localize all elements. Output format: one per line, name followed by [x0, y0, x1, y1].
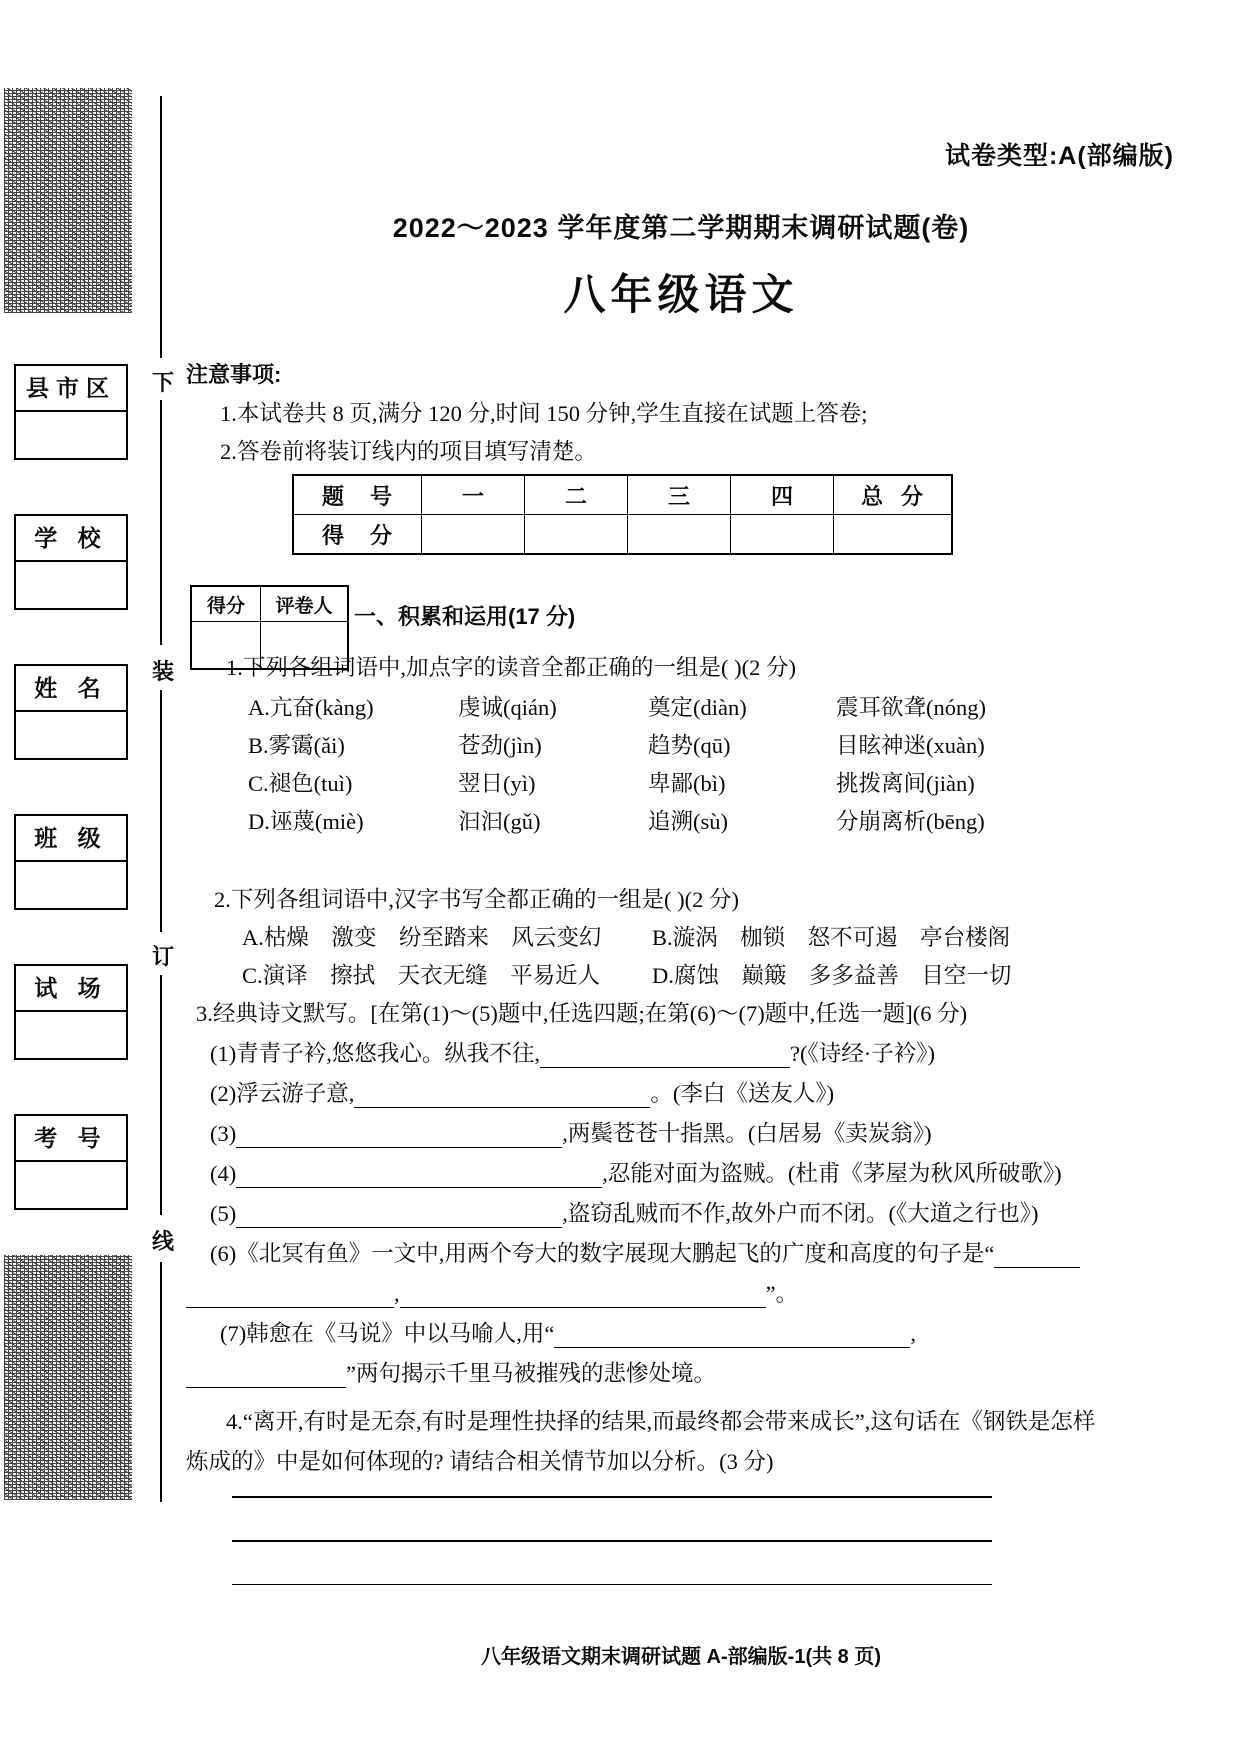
question-3-blank-6-line1: [210, 1236, 1080, 1268]
q1-d-1[interactable]: D.诬蔑(miè): [248, 809, 364, 834]
info-box-name[interactable]: [14, 664, 128, 760]
info-blank-name[interactable]: [16, 712, 126, 758]
answer-line-3[interactable]: [232, 1584, 992, 1586]
score-col-3: 三: [628, 475, 731, 515]
q1-c-3[interactable]: 卑鄙(bì): [648, 771, 726, 796]
binding-line-seg-2: [160, 400, 162, 645]
grader-header-score: 得分: [191, 586, 261, 622]
q1-c-4[interactable]: 挑拨离间(jiàn): [836, 771, 975, 796]
q1-a-2[interactable]: 虔诚(qián): [458, 695, 557, 720]
question-1-options: [186, 690, 1196, 842]
table-row: [293, 475, 952, 515]
q3-3-suffix: ,两鬓苍苍十指黑。(白居易《卖炭翁》): [562, 1121, 932, 1146]
question-3-blank-2: [210, 1076, 834, 1108]
question-3-blank-6-line2: [186, 1276, 798, 1308]
q3-5-answer-line[interactable]: [236, 1207, 562, 1228]
question-3-blank-4: [210, 1156, 1062, 1188]
q3-2-prefix: (2)浮云游子意,: [210, 1081, 355, 1106]
q3-1-answer-line[interactable]: [540, 1047, 790, 1068]
score-col-1: 一: [422, 475, 525, 515]
info-blank-examno[interactable]: [16, 1162, 126, 1208]
q2-d[interactable]: D.腐蚀 巅簸 多多益善 目空一切: [652, 963, 1012, 988]
q2-b[interactable]: B.漩涡 枷锁 怒不可遏 亭台楼阁: [652, 925, 1011, 950]
score-table: [292, 474, 953, 555]
binding-char-4: 线: [151, 1229, 174, 1254]
binding-line-seg-1: [160, 96, 162, 358]
info-label-name: 姓 名: [16, 666, 126, 712]
grader-header-name: 评卷人: [261, 586, 349, 622]
q1-b-1[interactable]: B.雾霭(ǎi): [248, 733, 345, 758]
q3-7-text: (7)韩愈在《马说》中以马喻人,用“: [220, 1321, 555, 1346]
q3-7-end: ”两句揭示千里马被摧残的悲惨处境。: [346, 1361, 716, 1386]
section-title-part-one: 一、积累和运用(17 分): [354, 604, 576, 629]
option-row-b: [186, 728, 1196, 766]
q3-4-suffix: ,忍能对面为盗贼。(杜甫《茅屋为秋风所破歌》): [602, 1161, 1062, 1186]
q3-6-comma: ,: [394, 1281, 400, 1306]
info-label-examno: 考 号: [16, 1116, 126, 1162]
notice-item-1: 1.本试卷共 8 页,满分 120 分,时间 150 分钟,学生直接在试题上答卷;: [220, 401, 868, 426]
q3-2-answer-line[interactable]: [354, 1087, 650, 1108]
info-box-examno[interactable]: [14, 1114, 128, 1210]
binding-char-2: 装: [151, 659, 174, 684]
q2-c[interactable]: C.演译 擦拭 天衣无缝 平易近人: [242, 963, 601, 988]
q3-6-answer-line-b[interactable]: [186, 1287, 394, 1308]
exam-title: 2022～2023 学年度第二学期期末调研试题(卷): [392, 213, 970, 243]
question-1-stem: 1.下列各组词语中,加点字的读音全都正确的一组是( )(2 分): [226, 655, 796, 680]
table-row: [191, 586, 348, 622]
info-blank-room[interactable]: [16, 1012, 126, 1058]
question-3-blank-1: [210, 1036, 935, 1068]
score-row-label-number: 题 号: [293, 475, 422, 515]
scan-noise-top: [4, 88, 132, 313]
score-row-label-score: 得 分: [293, 515, 422, 555]
option-row-cd: [186, 958, 1196, 996]
q3-1-suffix: ?(《诗经·子衿》): [790, 1041, 935, 1066]
score-cell-total[interactable]: [834, 515, 953, 555]
question-2-options: [186, 920, 1196, 996]
info-box-class[interactable]: [14, 814, 128, 910]
info-blank-district[interactable]: [16, 412, 126, 458]
q1-b-3[interactable]: 趋势(qū): [648, 733, 731, 758]
page-footer: 八年级语文期末调研试题 A-部编版-1(共 8 页): [481, 1646, 881, 1668]
question-3-blank-7-line2: [186, 1356, 716, 1388]
binding-line-seg-4: [160, 975, 162, 1215]
score-cell-3[interactable]: [628, 515, 731, 555]
table-row: [293, 515, 952, 555]
q1-c-1[interactable]: C.褪色(tuì): [248, 771, 353, 796]
question-3-blank-3: [210, 1116, 932, 1148]
q3-2-suffix: 。(李白《送友人》): [650, 1081, 835, 1106]
q3-4-prefix: (4): [210, 1161, 237, 1186]
question-4-stem-line1: 4.“离开,有时是无奈,有时是理性抉择的结果,而最终都会带来成长”,这句话在《钢铁是怎样: [226, 1409, 1096, 1434]
score-cell-2[interactable]: [525, 515, 628, 555]
binding-column: [0, 0, 174, 1754]
score-col-2: 二: [525, 475, 628, 515]
q3-4-answer-line[interactable]: [236, 1167, 602, 1188]
q3-6-answer-line-c[interactable]: [400, 1287, 766, 1308]
option-row-c: [186, 766, 1196, 804]
q3-6-text: (6)《北冥有鱼》一文中,用两个夸大的数字展现大鹏起飞的广度和高度的句子是“: [210, 1241, 995, 1266]
question-4-answer-area[interactable]: [232, 1496, 992, 1627]
binding-line-seg-3: [160, 690, 162, 932]
question-4-stem-line2: 炼成的》中是如何体现的? 请结合相关情节加以分析。(3 分): [186, 1449, 774, 1474]
q3-6-end: ”。: [765, 1281, 799, 1306]
q1-d-3[interactable]: 追溯(sù): [648, 809, 728, 834]
info-label-class: 班 级: [16, 816, 126, 862]
option-row-ab: [186, 920, 1196, 958]
q1-d-4[interactable]: 分崩离析(bēng): [836, 809, 985, 834]
notice-item-2: 2.答卷前将装订线内的项目填写清楚。: [220, 439, 597, 464]
q2-a[interactable]: A.枯燥 激变 纷至踏来 风云变幻: [242, 925, 602, 950]
q1-b-2[interactable]: 苍劲(jìn): [458, 733, 542, 758]
option-row-d: [186, 804, 1196, 842]
info-blank-school[interactable]: [16, 562, 126, 608]
answer-line-2[interactable]: [232, 1540, 992, 1542]
q3-7-answer-line-a[interactable]: [554, 1327, 910, 1348]
q3-7-comma: ,: [910, 1321, 916, 1346]
paper-type-label: 试卷类型:A(部编版): [944, 142, 1174, 170]
q3-6-answer-line-a[interactable]: [994, 1247, 1080, 1268]
q3-3-prefix: (3): [210, 1121, 237, 1146]
q3-5-suffix: ,盗窃乱贼而不作,故外户而不闭。(《大道之行也》): [562, 1201, 1039, 1226]
answer-line-1[interactable]: [232, 1496, 992, 1498]
option-row-a: [186, 690, 1196, 728]
info-label-district: 县市区: [16, 366, 126, 412]
question-3-blank-5: [210, 1196, 1039, 1228]
notice-heading: 注意事项:: [186, 362, 282, 387]
score-col-4: 四: [731, 475, 834, 515]
q3-7-answer-line-b[interactable]: [186, 1367, 346, 1388]
scan-noise-bottom: [4, 1255, 132, 1500]
question-3-stem: 3.经典诗文默写。[在第(1)～(5)题中,任选四题;在第(6)～(7)题中,任选一题](6 分): [196, 1001, 968, 1026]
info-label-school: 学 校: [16, 516, 126, 562]
q1-c-2[interactable]: 翌日(yì): [458, 771, 536, 796]
info-box-district[interactable]: [14, 364, 128, 460]
q1-a-1[interactable]: A.亢奋(kàng): [248, 695, 374, 720]
q1-a-3[interactable]: 奠定(diàn): [648, 695, 747, 720]
q1-a-4[interactable]: 震耳欲聋(nóng): [836, 695, 986, 720]
q1-d-2[interactable]: 汩汩(gǔ): [458, 809, 541, 834]
q1-b-4[interactable]: 目眩神迷(xuàn): [836, 733, 985, 758]
q3-5-prefix: (5): [210, 1201, 237, 1226]
info-blank-class[interactable]: [16, 862, 126, 908]
subject-title: 八年级语文: [563, 271, 799, 318]
q3-3-answer-line[interactable]: [236, 1127, 562, 1148]
info-label-room: 试 场: [16, 966, 126, 1012]
score-cell-4[interactable]: [731, 515, 834, 555]
question-2-stem: 2.下列各组词语中,汉字书写全都正确的一组是( )(2 分): [214, 887, 739, 912]
q3-1-prefix: (1)青青子衿,悠悠我心。纵我不往,: [210, 1041, 540, 1066]
info-box-room[interactable]: [14, 964, 128, 1060]
binding-line-seg-5: [160, 1262, 162, 1502]
question-3-blank-7-line1: [220, 1316, 916, 1348]
binding-char-1: 下: [151, 370, 174, 395]
binding-char-3: 订: [151, 944, 174, 969]
score-col-total: 总 分: [834, 475, 953, 515]
info-box-school[interactable]: [14, 514, 128, 610]
score-cell-1[interactable]: [422, 515, 525, 555]
